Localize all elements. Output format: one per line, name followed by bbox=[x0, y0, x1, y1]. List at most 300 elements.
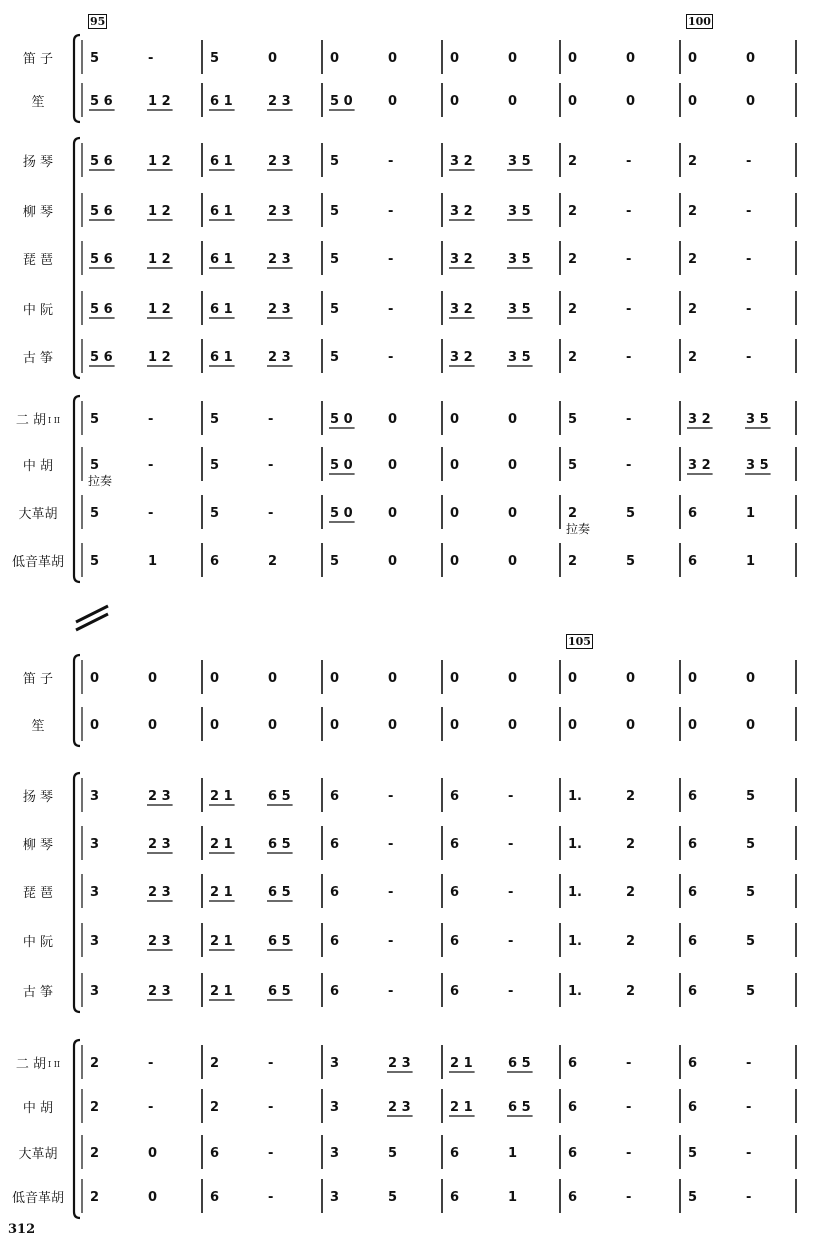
note-token: 2 bbox=[268, 554, 278, 569]
note-token: - bbox=[148, 506, 154, 521]
note-token: - bbox=[148, 1100, 154, 1115]
note-token: - bbox=[508, 837, 514, 852]
note-token: 1 2 bbox=[148, 302, 171, 317]
note-token: - bbox=[626, 1190, 632, 1205]
rehearsal-number: 100 bbox=[688, 15, 711, 28]
note-token: - bbox=[388, 984, 394, 999]
instrument-name: 低音革胡 bbox=[11, 555, 64, 570]
note-token: 6 bbox=[210, 1190, 220, 1205]
note-token: 1 2 bbox=[148, 154, 171, 169]
note-token: 0 bbox=[450, 718, 460, 733]
note-token: 3 2 bbox=[688, 458, 711, 473]
note-token: 1 2 bbox=[148, 94, 171, 109]
note-token: 0 bbox=[626, 51, 636, 66]
note-token: 5 0 bbox=[330, 506, 353, 521]
note-token: 0 bbox=[746, 671, 756, 686]
note-token: 5 bbox=[210, 51, 220, 66]
instrument-label bbox=[0, 455, 76, 474]
note-token: 0 bbox=[450, 671, 460, 686]
note-token: 5 bbox=[626, 554, 636, 569]
note-token: - bbox=[626, 1146, 632, 1161]
instrument-name: 笙 bbox=[31, 719, 45, 734]
note-token: 6 bbox=[688, 885, 698, 900]
note-token: 3 5 bbox=[746, 412, 769, 427]
note-token: 1. bbox=[568, 885, 582, 900]
instrument-label bbox=[0, 1187, 76, 1206]
note-token: - bbox=[388, 885, 394, 900]
instrument-label bbox=[0, 1143, 76, 1162]
instrument-label bbox=[0, 786, 76, 805]
note-token: 0 bbox=[568, 94, 578, 109]
note-token: 5 6 bbox=[90, 204, 113, 219]
note-token: 2 3 bbox=[388, 1056, 411, 1071]
note-token: 6 bbox=[450, 984, 460, 999]
note-token: 6 bbox=[450, 1146, 460, 1161]
note-token: 2 bbox=[626, 885, 636, 900]
note-token: 2 bbox=[90, 1190, 100, 1205]
instrument-label bbox=[0, 347, 76, 366]
note-token: 0 bbox=[626, 718, 636, 733]
note-token: 1 bbox=[508, 1190, 518, 1205]
note-token: - bbox=[508, 934, 514, 949]
note-token: 0 bbox=[746, 94, 756, 109]
note-token: 6 bbox=[450, 837, 460, 852]
note-token: 2 3 bbox=[148, 984, 171, 999]
note-token: - bbox=[268, 412, 274, 427]
note-token: 0 bbox=[90, 671, 100, 686]
instrument-label bbox=[0, 668, 76, 687]
system-separator bbox=[76, 614, 108, 630]
note-token: 0 bbox=[688, 94, 698, 109]
note-token: 2 bbox=[626, 984, 636, 999]
note-token: 6 5 bbox=[268, 837, 291, 852]
note-token: - bbox=[746, 1056, 752, 1071]
note-token: 5 bbox=[90, 412, 100, 427]
note-token: 0 bbox=[508, 671, 518, 686]
note-token: - bbox=[268, 1056, 274, 1071]
instrument-label bbox=[0, 48, 76, 67]
instrument-name: 柳 琴 bbox=[22, 838, 54, 853]
note-token: 0 bbox=[388, 718, 398, 733]
note-token: 3 2 bbox=[450, 350, 473, 365]
instrument-name: 二 胡 bbox=[15, 413, 47, 428]
note-token: - bbox=[388, 934, 394, 949]
note-token: 2 1 bbox=[210, 885, 233, 900]
note-token: - bbox=[508, 885, 514, 900]
note-token: 0 bbox=[626, 671, 636, 686]
note-token: 5 bbox=[626, 506, 636, 521]
note-token: - bbox=[746, 252, 752, 267]
note-token: 2 3 bbox=[268, 350, 291, 365]
note-token: - bbox=[148, 1056, 154, 1071]
note-token: 5 bbox=[688, 1146, 698, 1161]
note-token: 5 0 bbox=[330, 412, 353, 427]
note-token: 6 1 bbox=[210, 302, 233, 317]
note-token: 5 6 bbox=[90, 154, 113, 169]
note-token: 2 bbox=[626, 934, 636, 949]
note-token: 6 bbox=[210, 1146, 220, 1161]
note-token: 0 bbox=[330, 51, 340, 66]
note-token: - bbox=[268, 1190, 274, 1205]
note-token: 6 bbox=[688, 1056, 698, 1071]
note-token: - bbox=[268, 458, 274, 473]
note-token: - bbox=[746, 1190, 752, 1205]
note-token: - bbox=[148, 412, 154, 427]
note-token: 0 bbox=[746, 51, 756, 66]
note-token: 2 bbox=[90, 1100, 100, 1115]
note-token: 6 1 bbox=[210, 154, 233, 169]
note-token: 2 bbox=[568, 204, 578, 219]
instrument-name: 古 筝 bbox=[22, 351, 54, 366]
instrument-part-numbers: I II bbox=[48, 1059, 61, 1069]
note-token: 2 3 bbox=[268, 302, 291, 317]
note-token: 3 5 bbox=[508, 204, 531, 219]
note-token: 2 bbox=[626, 837, 636, 852]
note-token: 6 5 bbox=[268, 984, 291, 999]
note-token: 5 0 bbox=[330, 458, 353, 473]
instrument-label bbox=[0, 882, 76, 901]
note-token: 3 2 bbox=[450, 204, 473, 219]
note-token: 5 6 bbox=[90, 302, 113, 317]
note-token: 0 bbox=[388, 506, 398, 521]
note-token: 6 bbox=[330, 789, 340, 804]
note-token: 0 bbox=[210, 671, 220, 686]
note-token: 0 bbox=[688, 671, 698, 686]
instrument-name: 中 阮 bbox=[22, 935, 54, 950]
note-token: 3 bbox=[90, 934, 100, 949]
note-token: 5 bbox=[330, 302, 340, 317]
note-token: 1 bbox=[148, 554, 158, 569]
instrument-part-numbers: I II bbox=[48, 415, 61, 425]
note-token: 0 bbox=[268, 51, 278, 66]
note-token: 0 bbox=[148, 718, 158, 733]
instrument-name: 柳 琴 bbox=[22, 205, 54, 220]
note-token: 2 bbox=[688, 154, 698, 169]
instrument-label bbox=[0, 1097, 76, 1116]
note-token: 6 bbox=[330, 934, 340, 949]
note-token: 3 bbox=[90, 984, 100, 999]
note-token: - bbox=[746, 154, 752, 169]
note-token: 2 1 bbox=[210, 789, 233, 804]
note-token: 2 3 bbox=[148, 837, 171, 852]
note-token: - bbox=[626, 350, 632, 365]
note-token: 1. bbox=[568, 789, 582, 804]
note-token: 1. bbox=[568, 934, 582, 949]
note-token: 5 bbox=[388, 1190, 398, 1205]
note-token: - bbox=[508, 984, 514, 999]
note-token: 6 bbox=[568, 1190, 578, 1205]
note-token: 6 bbox=[330, 984, 340, 999]
note-token: 0 bbox=[330, 671, 340, 686]
note-token: - bbox=[746, 204, 752, 219]
note-token: 2 3 bbox=[388, 1100, 411, 1115]
instrument-name: 大革胡 bbox=[18, 507, 58, 522]
note-token: 6 bbox=[450, 789, 460, 804]
note-token: 2 bbox=[568, 154, 578, 169]
instrument-label bbox=[0, 1053, 76, 1072]
rehearsal-number: 95 bbox=[90, 15, 106, 28]
note-token: 6 5 bbox=[508, 1100, 531, 1115]
instrument-label bbox=[0, 715, 76, 734]
note-token: - bbox=[746, 302, 752, 317]
note-token: 2 bbox=[688, 204, 698, 219]
note-token: 5 bbox=[330, 252, 340, 267]
note-token: 6 bbox=[568, 1146, 578, 1161]
note-token: 6 5 bbox=[268, 885, 291, 900]
note-token: 5 bbox=[330, 554, 340, 569]
note-token: 6 bbox=[688, 984, 698, 999]
note-token: 0 bbox=[148, 671, 158, 686]
note-token: 2 3 bbox=[268, 204, 291, 219]
note-token: 3 5 bbox=[508, 350, 531, 365]
note-token: 6 bbox=[688, 1100, 698, 1115]
note-token: 6 1 bbox=[210, 350, 233, 365]
note-token: 2 bbox=[626, 789, 636, 804]
instrument-name: 大革胡 bbox=[18, 1147, 58, 1162]
note-token: 0 bbox=[330, 718, 340, 733]
note-token: - bbox=[388, 789, 394, 804]
note-token: 0 bbox=[388, 458, 398, 473]
note-token: 5 bbox=[210, 506, 220, 521]
note-token: 6 bbox=[688, 506, 698, 521]
note-token: - bbox=[626, 204, 632, 219]
note-token: 0 bbox=[388, 671, 398, 686]
note-token: 3 bbox=[90, 837, 100, 852]
note-token: - bbox=[626, 302, 632, 317]
note-token: - bbox=[508, 789, 514, 804]
instrument-name: 低音革胡 bbox=[11, 1191, 64, 1206]
note-token: 0 bbox=[508, 718, 518, 733]
note-token: 5 bbox=[210, 458, 220, 473]
note-token: 3 bbox=[90, 789, 100, 804]
note-token: 2 3 bbox=[148, 934, 171, 949]
note-token: - bbox=[626, 252, 632, 267]
note-token: 5 bbox=[210, 412, 220, 427]
note-token: 2 bbox=[688, 302, 698, 317]
note-token: 5 bbox=[90, 554, 100, 569]
note-token: 6 5 bbox=[508, 1056, 531, 1071]
note-token: 5 6 bbox=[90, 252, 113, 267]
note-token: 0 bbox=[268, 718, 278, 733]
instrument-label bbox=[0, 409, 76, 428]
note-token: - bbox=[268, 1100, 274, 1115]
rehearsal-number: 105 bbox=[568, 635, 591, 648]
note-token: 2 bbox=[568, 302, 578, 317]
instrument-label bbox=[0, 91, 76, 110]
note-token: 2 bbox=[688, 350, 698, 365]
instrument-label bbox=[0, 201, 76, 220]
note-token: 2 1 bbox=[450, 1056, 473, 1071]
note-token: 2 bbox=[210, 1056, 220, 1071]
note-token: 1. bbox=[568, 984, 582, 999]
instrument-name: 笛 子 bbox=[22, 672, 54, 687]
note-token: - bbox=[626, 412, 632, 427]
note-token: - bbox=[626, 1100, 632, 1115]
note-token: 0 bbox=[508, 458, 518, 473]
note-token: 1 2 bbox=[148, 252, 171, 267]
instrument-label bbox=[0, 503, 76, 522]
note-token: - bbox=[626, 154, 632, 169]
note-token: 0 bbox=[268, 671, 278, 686]
note-token: 2 1 bbox=[210, 984, 233, 999]
note-token: - bbox=[388, 350, 394, 365]
note-token: 0 bbox=[450, 94, 460, 109]
note-token: 2 bbox=[568, 506, 578, 521]
note-token: 1 bbox=[746, 506, 756, 521]
playing-instruction: 拉奏 bbox=[566, 522, 591, 536]
note-token: 5 bbox=[746, 934, 756, 949]
instrument-name: 琵 琶 bbox=[22, 886, 54, 901]
note-token: 5 bbox=[388, 1146, 398, 1161]
note-token: 6 bbox=[210, 554, 220, 569]
instrument-name: 古 筝 bbox=[22, 985, 54, 1000]
note-token: 0 bbox=[388, 412, 398, 427]
note-token: 2 bbox=[568, 252, 578, 267]
note-token: 0 bbox=[688, 51, 698, 66]
note-token: - bbox=[268, 1146, 274, 1161]
note-token: 5 bbox=[90, 458, 100, 473]
system-separator bbox=[76, 606, 108, 622]
instrument-label bbox=[0, 981, 76, 1000]
note-token: 5 bbox=[746, 789, 756, 804]
note-token: 0 bbox=[508, 412, 518, 427]
note-token: 5 bbox=[90, 506, 100, 521]
playing-instruction: 拉奏 bbox=[88, 474, 113, 488]
note-token: 0 bbox=[568, 51, 578, 66]
note-token: 3 bbox=[330, 1100, 340, 1115]
note-token: 0 bbox=[746, 718, 756, 733]
note-token: 0 bbox=[450, 506, 460, 521]
note-token: 5 bbox=[746, 837, 756, 852]
note-token: 3 bbox=[330, 1190, 340, 1205]
note-token: - bbox=[388, 837, 394, 852]
note-token: - bbox=[148, 458, 154, 473]
note-token: 1 bbox=[508, 1146, 518, 1161]
note-token: 6 5 bbox=[268, 789, 291, 804]
note-token: 5 6 bbox=[90, 94, 113, 109]
note-token: - bbox=[626, 1056, 632, 1071]
note-token: - bbox=[268, 506, 274, 521]
note-token: 5 6 bbox=[90, 350, 113, 365]
note-token: 2 1 bbox=[450, 1100, 473, 1115]
note-token: 0 bbox=[508, 554, 518, 569]
note-token: 0 bbox=[450, 51, 460, 66]
note-token: 5 bbox=[330, 350, 340, 365]
note-token: 6 1 bbox=[210, 204, 233, 219]
note-token: 2 1 bbox=[210, 934, 233, 949]
note-token: 3 5 bbox=[508, 252, 531, 267]
instrument-label bbox=[0, 551, 76, 570]
note-token: 2 bbox=[210, 1100, 220, 1115]
note-token: 0 bbox=[148, 1146, 158, 1161]
instrument-name: 扬 琴 bbox=[22, 790, 54, 805]
instrument-label bbox=[0, 931, 76, 950]
note-token: 1 2 bbox=[148, 350, 171, 365]
note-token: 6 bbox=[568, 1056, 578, 1071]
note-token: 6 bbox=[568, 1100, 578, 1115]
note-token: - bbox=[388, 154, 394, 169]
note-token: 2 3 bbox=[268, 252, 291, 267]
note-token: - bbox=[746, 1100, 752, 1115]
note-token: 5 bbox=[330, 204, 340, 219]
note-token: 0 bbox=[568, 671, 578, 686]
note-token: 0 bbox=[450, 554, 460, 569]
note-token: 5 bbox=[746, 984, 756, 999]
note-token: 3 2 bbox=[450, 252, 473, 267]
note-token: 0 bbox=[90, 718, 100, 733]
note-token: 2 bbox=[568, 350, 578, 365]
note-token: 0 bbox=[688, 718, 698, 733]
note-token: 3 2 bbox=[450, 302, 473, 317]
instrument-name: 中 胡 bbox=[22, 459, 54, 474]
note-token: 2 bbox=[568, 554, 578, 569]
note-token: 2 1 bbox=[210, 837, 233, 852]
note-token: 0 bbox=[450, 458, 460, 473]
note-token: 1. bbox=[568, 837, 582, 852]
note-token: 3 bbox=[90, 885, 100, 900]
note-token: 6 1 bbox=[210, 252, 233, 267]
instrument-label bbox=[0, 249, 76, 268]
note-token: 2 bbox=[90, 1056, 100, 1071]
note-token: 5 bbox=[568, 458, 578, 473]
note-token: 0 bbox=[148, 1190, 158, 1205]
note-token: - bbox=[746, 1146, 752, 1161]
note-token: 3 5 bbox=[508, 302, 531, 317]
note-token: 0 bbox=[388, 94, 398, 109]
note-token: - bbox=[388, 204, 394, 219]
note-token: 6 bbox=[450, 885, 460, 900]
note-token: 0 bbox=[626, 94, 636, 109]
note-token: - bbox=[388, 302, 394, 317]
note-token: 2 3 bbox=[268, 94, 291, 109]
note-token: 3 5 bbox=[508, 154, 531, 169]
note-token: 0 bbox=[388, 554, 398, 569]
note-token: 2 3 bbox=[268, 154, 291, 169]
note-token: 3 2 bbox=[688, 412, 711, 427]
note-token: 6 bbox=[450, 934, 460, 949]
note-token: 6 bbox=[688, 934, 698, 949]
page-number: 312 bbox=[8, 1222, 36, 1237]
note-token: 2 3 bbox=[148, 885, 171, 900]
note-token: 3 2 bbox=[450, 154, 473, 169]
instrument-name: 中 阮 bbox=[22, 303, 54, 318]
instrument-label bbox=[0, 151, 76, 170]
instrument-name: 二 胡 bbox=[15, 1057, 47, 1072]
note-token: 6 bbox=[330, 837, 340, 852]
instrument-name: 扬 琴 bbox=[22, 155, 54, 170]
instrument-name: 笛 子 bbox=[22, 52, 54, 67]
note-token: 6 1 bbox=[210, 94, 233, 109]
note-token: 1 bbox=[746, 554, 756, 569]
note-token: 1 2 bbox=[148, 204, 171, 219]
note-token: 5 bbox=[90, 51, 100, 66]
note-token: 3 5 bbox=[746, 458, 769, 473]
note-token: 6 bbox=[450, 1190, 460, 1205]
note-token: - bbox=[626, 458, 632, 473]
note-token: 0 bbox=[508, 51, 518, 66]
instrument-name: 中 胡 bbox=[22, 1101, 54, 1116]
note-token: 0 bbox=[210, 718, 220, 733]
note-token: 5 bbox=[688, 1190, 698, 1205]
note-token: 2 bbox=[90, 1146, 100, 1161]
note-token: 0 bbox=[568, 718, 578, 733]
note-token: 6 bbox=[688, 837, 698, 852]
instrument-label bbox=[0, 834, 76, 853]
note-token: 5 bbox=[746, 885, 756, 900]
note-token: 6 bbox=[688, 789, 698, 804]
note-token: 2 3 bbox=[148, 789, 171, 804]
instrument-name: 笙 bbox=[31, 95, 45, 110]
